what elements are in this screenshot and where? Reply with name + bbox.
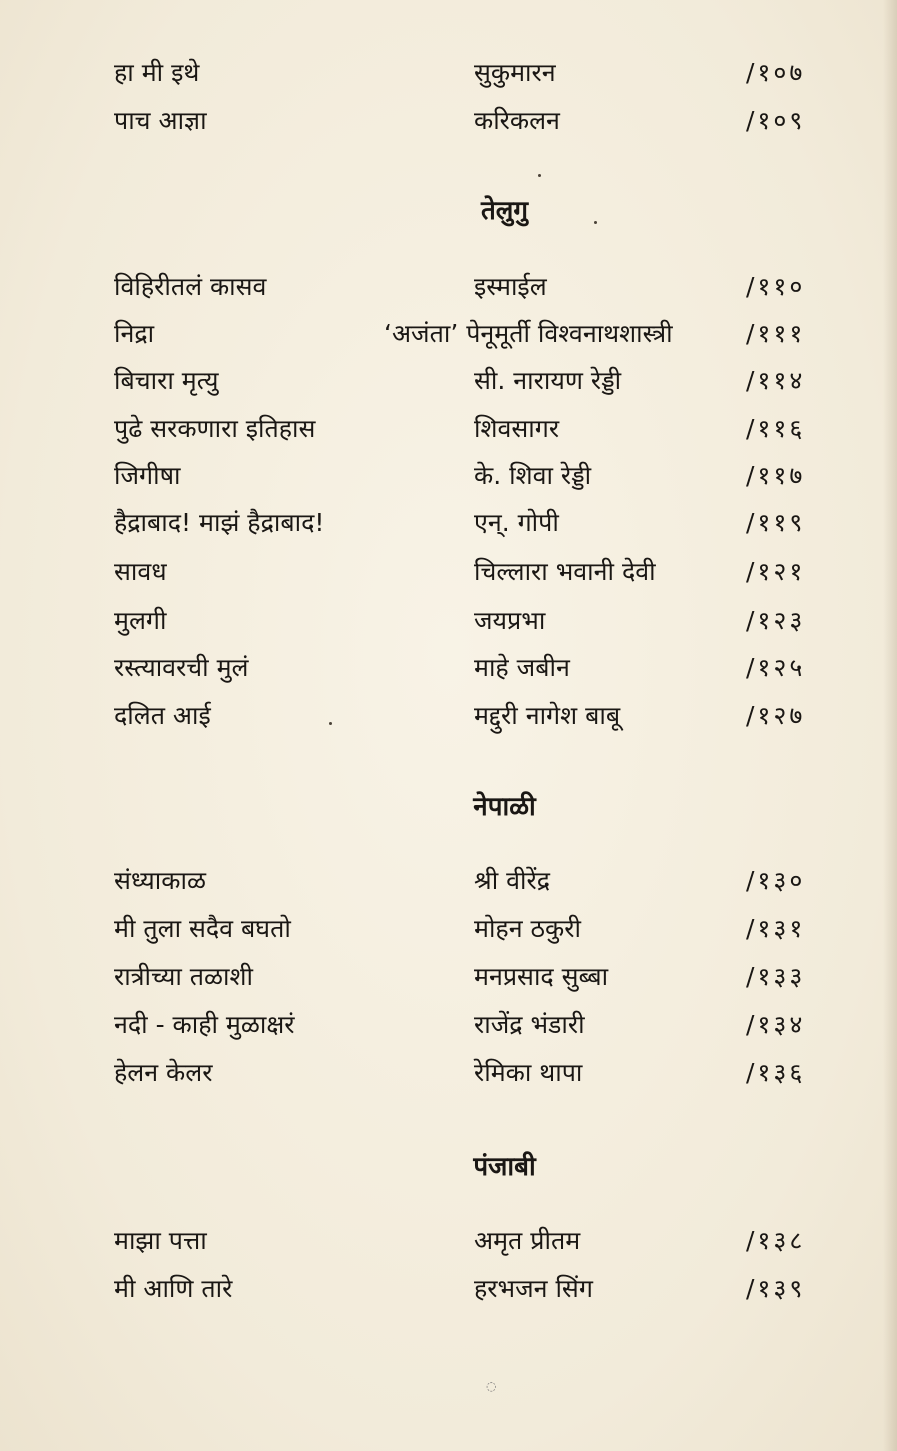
entry-title: सावध: [114, 557, 167, 586]
toc-entry: [0, 97, 897, 145]
section-heading-telugu: [0, 187, 897, 235]
section-heading-label: तेलुगु: [480, 196, 529, 226]
entry-author: अमृत प्रीतम: [474, 1226, 581, 1255]
entry-page-number: /११६: [746, 414, 806, 443]
entry-title: निद्रा: [114, 319, 155, 348]
toc-entry: [0, 310, 897, 358]
entry-page-number: /१३६: [746, 1058, 806, 1087]
entry-page-number: /१०७: [746, 58, 806, 87]
paper-speck: [594, 221, 597, 224]
entry-page-number: /१३०: [746, 866, 806, 895]
entry-author: राजेंद्र भंडारी: [474, 1010, 585, 1039]
entry-author: एन्. गोपी: [474, 508, 559, 537]
section-heading-label: पंजाबी: [473, 1152, 536, 1182]
entry-author: हरभजन सिंग: [474, 1274, 593, 1303]
toc-entry: [0, 692, 897, 740]
entry-page-number: /१३१: [746, 914, 806, 943]
entry-page-number: /१०९: [746, 106, 806, 135]
entry-title: दलित आई: [114, 701, 211, 730]
toc-entry: [0, 905, 897, 953]
entry-author: मनप्रसाद सुब्बा: [474, 962, 609, 991]
entry-title: माझा पत्ता: [114, 1226, 207, 1255]
entry-author: के. शिवा रेड्डी: [474, 461, 592, 490]
toc-entry: [0, 857, 897, 905]
entry-author: माहे जबीन: [474, 653, 570, 682]
section-heading-punjabi: [0, 1143, 897, 1191]
entry-title: रस्त्यावरची मुलं: [114, 653, 249, 682]
section-heading-nepali: [0, 783, 897, 831]
entry-author: श्री वीरेंद्र: [474, 866, 550, 895]
toc-entry: [0, 499, 897, 547]
toc-entry: [0, 452, 897, 500]
entry-author: करिकलन: [474, 106, 560, 135]
entry-page-number: /१३९: [746, 1274, 806, 1303]
entry-author: सुकुमारन: [474, 58, 556, 87]
entry-author: रेमिका थापा: [474, 1058, 583, 1087]
toc-entry: [0, 1265, 897, 1313]
toc-entry: [0, 263, 897, 311]
entry-page-number: /१३३: [746, 962, 806, 991]
entry-page-number: /१२७: [746, 701, 806, 730]
entry-page-number: /११७: [746, 461, 806, 490]
toc-entry: [0, 1217, 897, 1265]
entry-title: रात्रीच्या तळाशी: [114, 962, 253, 991]
paper-speck: [329, 722, 332, 725]
page-folio-mark: ◌: [486, 1379, 497, 1393]
toc-entry: [0, 644, 897, 692]
entry-page-number: /११९: [746, 508, 806, 537]
entry-page-number: /१२३: [746, 606, 806, 635]
entry-title: संध्याकाळ: [114, 866, 206, 895]
entry-title: पुढे सरकणारा इतिहास: [114, 414, 316, 443]
entry-title: हैद्राबाद! माझं हैद्राबाद!: [114, 508, 325, 537]
toc-entry: [0, 597, 897, 645]
entry-author: शिवसागर: [474, 414, 560, 443]
entry-author: इस्माईल: [474, 272, 547, 301]
entry-page-number: /११४: [746, 366, 806, 395]
entry-title: विहिरीतलं कासव: [114, 272, 267, 301]
toc-entry: [0, 405, 897, 453]
entry-author: चिल्लारा भवानी देवी: [474, 557, 656, 586]
entry-page-number: /१३४: [746, 1010, 806, 1039]
entry-page-number: /१२५: [746, 653, 806, 682]
entry-title: बिचारा मृत्यु: [114, 366, 219, 395]
entry-author: मोहन ठकुरी: [474, 914, 581, 943]
toc-entry: [0, 548, 897, 596]
entry-title: मी तुला सदैव बघतो: [114, 914, 291, 943]
entry-title: नदी - काही मुळाक्षरं: [114, 1010, 295, 1039]
entry-title: जिगीषा: [114, 461, 181, 490]
entry-author: मद्दुरी नागेश बाबू: [474, 701, 621, 730]
entry-title: हा मी इथे: [114, 58, 200, 87]
entry-page-number: /१२१: [746, 557, 806, 586]
paper-speck: [538, 174, 541, 177]
entry-title: मी आणि तारे: [114, 1274, 233, 1303]
entry-title: हेलन केलर: [114, 1058, 213, 1087]
toc-entry: [0, 49, 897, 97]
toc-entry: [0, 357, 897, 405]
entry-page-number: /१३८: [746, 1226, 806, 1255]
entry-title: मुलगी: [114, 606, 167, 635]
entry-author: ‘अजंता’ पेनूमूर्ती विश्वनाथशास्त्री: [384, 319, 673, 348]
entry-page-number: /१११: [746, 319, 806, 348]
entry-author: सी. नारायण रेड्डी: [474, 366, 622, 395]
toc-entry: [0, 953, 897, 1001]
toc-entry: [0, 1049, 897, 1097]
entry-author: जयप्रभा: [474, 606, 546, 635]
section-heading-label: नेपाळी: [473, 792, 536, 822]
toc-entry: [0, 1001, 897, 1049]
entry-page-number: /११०: [746, 272, 806, 301]
entry-title: पाच आज्ञा: [114, 106, 207, 135]
